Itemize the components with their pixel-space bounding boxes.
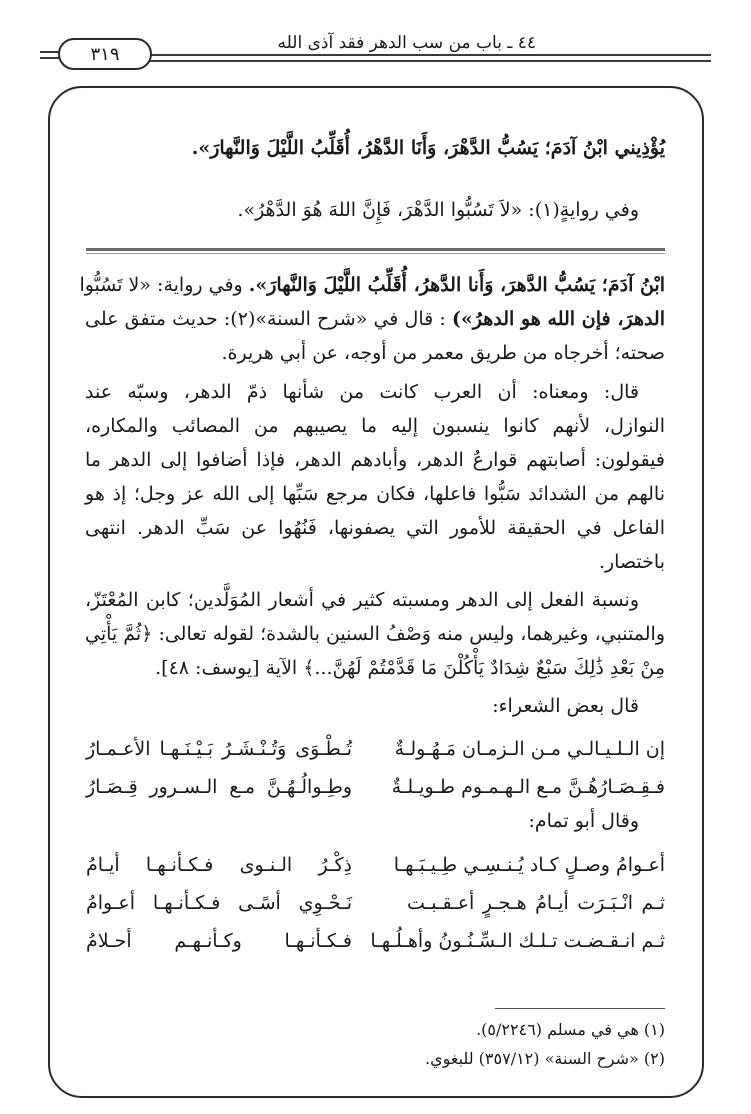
verse-second-hemistich: وطِـوالُـهُـنَّ مـع الـسـرور قِـصَـارُ [86, 776, 352, 798]
footnote: (٢) «شرح السنة» (٣٥٧/١٢) للبغوي. [424, 1049, 665, 1068]
commentary-line: فيقولون: أصابتهم قوارعُ الدهر، وأبادهم الدهر، فإذا أضافوا إلى الدهر ما [85, 449, 665, 471]
quoted-hadith: الدهرَ، فإن الله هو الدهرُ») [451, 308, 665, 330]
footnote: (١) هي في مسلم (٥/٢٢٤٦). [476, 1020, 665, 1039]
commentary-line: نالهم من الشدائد سَبُّوا فاعلها، فكان مرجع سَبِّها إلى الله عز وجل؛ إذ هو [85, 483, 665, 505]
verse-first-hemistich: ثـم انْـبَـرَت أيـامُ هـجـرٍ أعـقـبـت [407, 892, 665, 914]
commentary-line: النوازل، لأنهم كانوا ينسبون إليه ما يصيبهم من المصائب والمكاره، [85, 415, 665, 437]
matn-separator-thin [86, 253, 665, 254]
quoted-hadith: ابْنُ آدَمَ؛ يَسُبُّ الدَّهرَ، وَأَنا الدَّهرُ، أُقَلِّبُ اللَّيْلَ وَالنَّهارَ». [248, 274, 665, 296]
commentary-line: والمتنبي، وغيرهما، وليس منه وَصْفُ السنين بالشدة؛ لقوله تعالى: ﴿ثُمَّ يَأْتِي [85, 623, 665, 645]
header-rule-bottom [150, 60, 711, 62]
matn-line-1: يُؤْذِيني ابْنُ آدَمَ؛ يَسُبُّ الدَّهْرَ، وَأَنَا الدَّهْرُ، أُقَلِّبُ اللَّيْلَ وَالنَّهارَ». [191, 137, 665, 159]
commentary-text: وفي رواية: «لا تَسُبُّوا [79, 274, 243, 296]
page-number: ٣١٩ [58, 38, 152, 70]
commentary-line [85, 310, 665, 329]
verse-first-hemistich: إن الـلـيـالـي مـن الـزمـان مَـهُـولـةٌ [394, 738, 665, 760]
chapter-title: ٤٤ ـ باب من سب الدهر فقد آذى الله [268, 33, 546, 53]
commentary-line: الفاعل في الحقيقة للأمور التي يصفونها، فَنُهُوا عن سَبِّ الدهر. انتهى [85, 517, 665, 539]
footnote-separator [495, 1008, 665, 1009]
verse-first-hemistich: أعـوامُ وصـلٍ كـاد يُـنـسِـي طِـيـبَـهـا [393, 854, 665, 876]
verse-second-hemistich: فـكـأنـهـا وكـأنـهـم أحـلامُ [86, 930, 352, 952]
commentary-line: باختصار. [598, 551, 665, 573]
verse-first-hemistich: ثـم انـقـضـت تـلـك الـسِّـنُـونُ وأهـلُـهـا [370, 930, 665, 952]
commentary-text: : قال في «شرح السنة»(٢): حديث متفق على [85, 308, 446, 330]
matn-separator [86, 248, 665, 251]
poet-intro: وقال أبو تمام: [528, 810, 639, 832]
verse-second-hemistich: تُـطْـوَى وَتُـنْـشَـرُ بَـيْـنَـهـا الأعـمـارُ [86, 738, 352, 760]
commentary-line: ونسبة الفعل إلى الدهر ومسبته كثير في أشعار المُوَلَّدين؛ كابن المُعْتَزّ، [85, 589, 639, 611]
commentary-line: صحته؛ أخرجاه من طريق معمر من أوجه، عن أبي هريرة. [221, 342, 665, 364]
commentary-line [79, 274, 665, 296]
verse-first-hemistich: فـقِـصَـارُهُـنَّ مـع الـهـمـوم طـويـلـةٌ [391, 776, 665, 798]
commentary-line: مِنْ بَعْدِ ذَٰلِكَ سَبْعٌ شِدَادٌ يَأْكُلْنَ مَا قَدَّمْتُمْ لَهُنَّ...﴾ الآية [يوسف: ٤٨]. [155, 657, 665, 679]
matn-line-2: وفي روايةٍ(١): «لاَ تَسُبُّوا الدَّهْرَ، فَإِنَّ اللهَ هُوَ الدَّهْرُ». [237, 199, 639, 221]
verse-second-hemistich: ذِكْـرُ الـنـوى فـكـأنـهـا أيـامُ [86, 854, 352, 876]
verse-second-hemistich: نَـحْـوِي أسًـى فـكـأنـهـا أعـوامُ [86, 892, 352, 914]
header-rule-top [150, 54, 711, 56]
poet-intro: قال بعض الشعراء: [492, 695, 639, 717]
commentary-line: قال: ومعناه: أن العرب كانت من شأنها ذمّ الدهر، وسبّه عند [85, 381, 639, 403]
